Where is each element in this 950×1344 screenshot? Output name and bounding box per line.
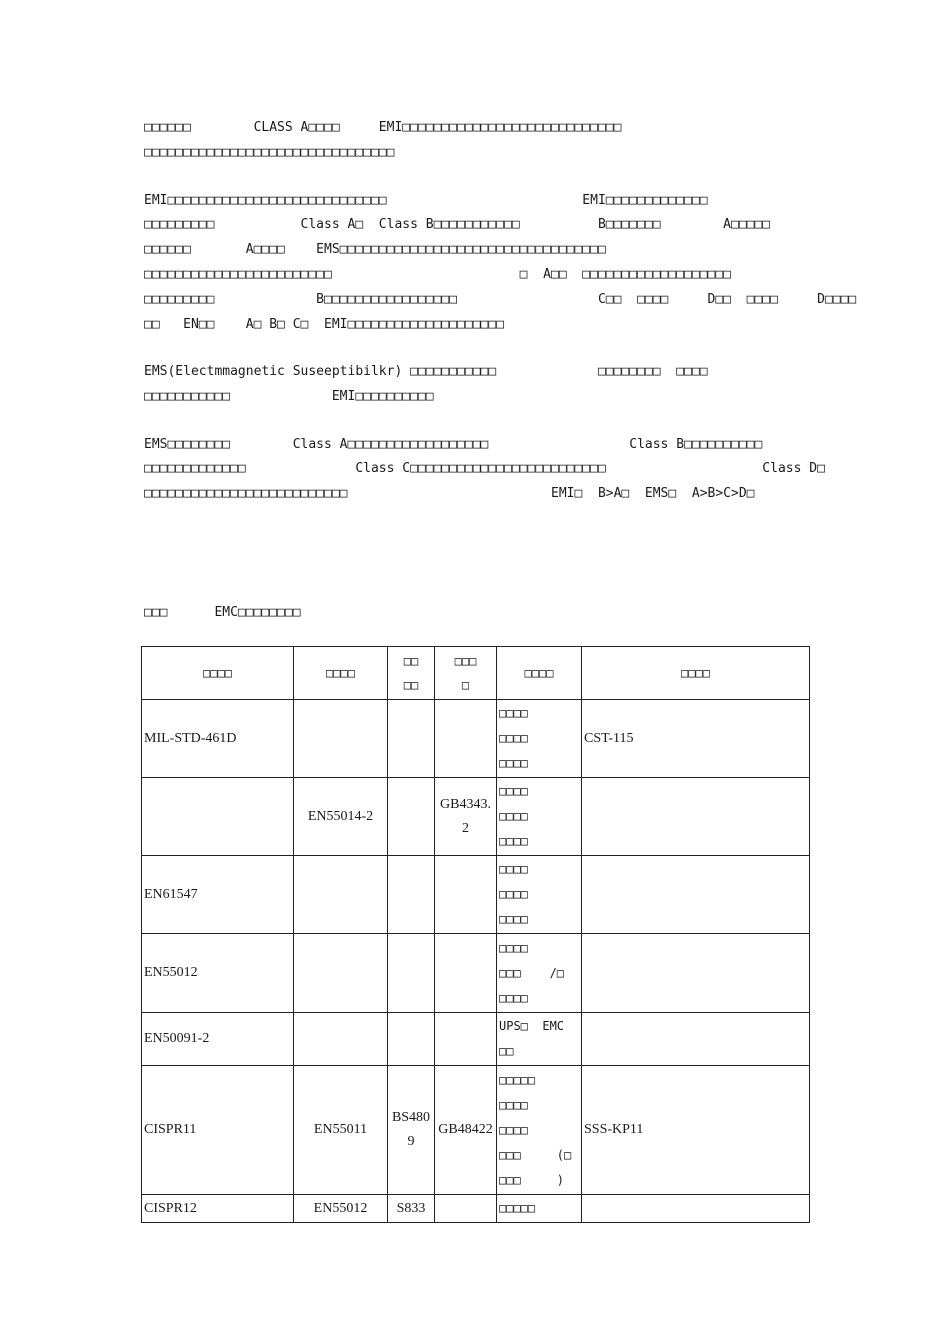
- table-cell: [294, 934, 388, 1013]
- text-line: EMS□□□□□□□□ Class A□□□□□□□□□□□□□□□□□□ Class B□□□□□□□□□□: [144, 437, 763, 452]
- table-cell: CST-115: [582, 700, 810, 778]
- table-row: [142, 778, 810, 856]
- table-cell: [435, 934, 497, 1013]
- table-cell: [435, 700, 497, 778]
- header-cell: □□□□: [294, 647, 388, 700]
- table-header-row: [142, 647, 810, 700]
- text-line: □□□□□□□□□□□□□□□□□□□□□□□□□□□□□□□□: [144, 145, 395, 160]
- table-cell: [388, 1013, 435, 1066]
- table-row: [142, 700, 810, 778]
- emc-standards-table: [141, 646, 810, 1223]
- table-cell: EN55011: [294, 1066, 388, 1195]
- table-cell: EN55012: [142, 934, 294, 1013]
- text-line: □□□□□□□□□□□ EMI□□□□□□□□□□: [144, 389, 434, 404]
- text-line: □□□□□□□□□ Class A□ Class B□□□□□□□□□□□ B□□□□□□□ A□□□□□: [144, 217, 771, 232]
- table-cell: UPS□ EMC □□: [497, 1013, 582, 1066]
- table-cell: [582, 934, 810, 1013]
- table-cell: EN55012: [294, 1195, 388, 1223]
- text-line: □□□□□□ A□□□□ EMS□□□□□□□□□□□□□□□□□□□□□□□□□□□□□□□□□□: [144, 242, 606, 257]
- table-row: [142, 1013, 810, 1066]
- table-cell: [294, 700, 388, 778]
- text-line: □□□□□□□□□ B□□□□□□□□□□□□□□□□□ C□□ □□□□ D□□ □□□□ D□□□□: [144, 292, 857, 307]
- table-cell: S833: [388, 1195, 435, 1223]
- table-cell: [435, 1195, 497, 1223]
- text-line: □□ EN□□ A□ B□ C□ EMI□□□□□□□□□□□□□□□□□□□□: [144, 317, 505, 332]
- table-cell: [582, 1195, 810, 1223]
- table-row: [142, 1066, 810, 1195]
- table-cell: □□□□ □□□□ □□□□: [497, 856, 582, 934]
- table-cell: MIL-STD-461D: [142, 700, 294, 778]
- table-cell: [294, 1013, 388, 1066]
- table-cell: [388, 778, 435, 856]
- text-line: □□□□□□ CLASS A□□□□ EMI□□□□□□□□□□□□□□□□□□□□□□□□□□□□: [144, 120, 622, 135]
- table-cell: [582, 1013, 810, 1066]
- header-cell: □□□ □: [435, 647, 497, 700]
- table-cell: □□□□□: [497, 1195, 582, 1223]
- table-cell: □□□□ □□□□ □□□□: [497, 700, 582, 778]
- table-row: [142, 1195, 810, 1223]
- header-cell: □□ □□: [388, 647, 435, 700]
- table-cell: CISPR12: [142, 1195, 294, 1223]
- text-line: □□□□□□□□□□□□□□□□□□□□□□□□□□ EMI□ B>A□ EMS□ A>B>C>D□: [144, 486, 755, 501]
- table-cell: [388, 934, 435, 1013]
- table-cell: □□□□ □□□□ □□□□: [497, 778, 582, 856]
- table-cell: EN55014-2: [294, 778, 388, 856]
- table-cell: EN61547: [142, 856, 294, 934]
- table-cell: CISPR11: [142, 1066, 294, 1195]
- table-cell: SSS-KP11: [582, 1066, 810, 1195]
- text-line: □□□□□□□□□□□□□ Class C□□□□□□□□□□□□□□□□□□□□□□□□□ Class D□: [144, 461, 825, 476]
- table-cell: [142, 778, 294, 856]
- table-cell: [435, 856, 497, 934]
- table-caption: □□□ EMC□□□□□□□□: [144, 605, 301, 620]
- text-line: □□□□□□□□□□□□□□□□□□□□□□□□ □ A□□ □□□□□□□□□□□□□□□□□□□: [144, 267, 731, 282]
- table-cell: [582, 778, 810, 856]
- table-cell: [388, 700, 435, 778]
- table-cell: BS480 9: [388, 1066, 435, 1195]
- text-line: EMI□□□□□□□□□□□□□□□□□□□□□□□□□□□□ EMI□□□□□□□□□□□□□: [144, 193, 708, 208]
- table-cell: □□□□ □□□ /□ □□□□: [497, 934, 582, 1013]
- table-cell: GB48422: [435, 1066, 497, 1195]
- text-line: EMS(Electmmagnetic Suseeptibilkr) □□□□□□□□□□□ □□□□□□□□ □□□□: [144, 364, 708, 379]
- table-cell: [435, 1013, 497, 1066]
- table-row: [142, 856, 810, 934]
- table-cell: [582, 856, 810, 934]
- table-cell: GB4343. 2: [435, 778, 497, 856]
- table-cell: □□□□□ □□□□ □□□□ □□□ (□ □□□ ): [497, 1066, 582, 1195]
- table-cell: EN50091-2: [142, 1013, 294, 1066]
- header-cell: □□□□: [142, 647, 294, 700]
- header-cell: □□□□: [497, 647, 582, 700]
- table-cell: [388, 856, 435, 934]
- table-cell: [294, 856, 388, 934]
- table-row: [142, 934, 810, 1013]
- header-cell: □□□□: [582, 647, 810, 700]
